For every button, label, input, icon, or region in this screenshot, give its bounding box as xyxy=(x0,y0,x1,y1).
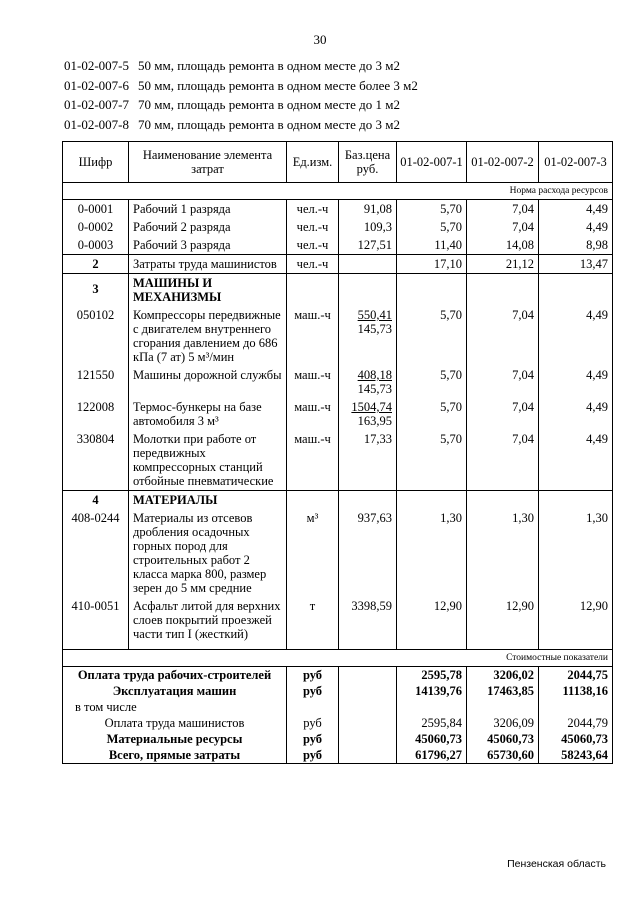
row-v2: 7,04 xyxy=(467,218,539,236)
resource-table xyxy=(62,141,613,764)
table-header-row xyxy=(63,142,613,183)
row-v3: 4,49 xyxy=(539,398,613,430)
row-price-main: 408,18 xyxy=(357,368,392,382)
row-name: Асфальт литой для верхних слоев покрытий проезжей части тип I (жесткий) xyxy=(129,597,287,643)
total-unit: руб xyxy=(287,683,339,699)
row-name: Термос-бункеры на базе автомобиля 3 м³ xyxy=(129,398,287,430)
heading-text: 50 мм, площадь ремонта в одном месте до 3 м2 xyxy=(138,58,400,73)
total-v3: 11138,16 xyxy=(539,683,613,699)
table-row xyxy=(63,398,613,430)
row-name: Машины дорожной службы xyxy=(129,366,287,398)
heading-code: 01-02-007-5 xyxy=(64,58,129,73)
row-price: 3398,59 xyxy=(339,597,397,643)
heading-line xyxy=(64,95,624,115)
total-unit: руб xyxy=(287,747,339,764)
total-name: Оплата труда рабочих-строителей xyxy=(63,667,287,684)
row-v1: 5,70 xyxy=(397,306,467,366)
row-unit: м³ xyxy=(287,509,339,597)
row-name: Молотки при работе от передвижных компрессорных станций отбойные пневматические xyxy=(129,430,287,491)
header-price: Баз.цена руб. xyxy=(339,142,397,183)
total-v1: 2595,78 xyxy=(397,667,467,684)
row-v1: 1,30 xyxy=(397,509,467,597)
heading-text: 70 мм, площадь ремонта в одном месте до 3 м2 xyxy=(138,116,400,132)
heading-text: 50 мм, площадь ремонта в одном месте более 3 м2 xyxy=(138,77,418,93)
table-row xyxy=(63,509,613,597)
row-v2: 7,04 xyxy=(467,306,539,366)
row-code: 121550 xyxy=(63,366,129,398)
table-row xyxy=(63,218,613,236)
row-v2: 7,04 xyxy=(467,200,539,219)
heading-code: 01-02-007-7 xyxy=(64,97,129,112)
row-code: 0-0003 xyxy=(63,236,129,255)
section-code: 2 xyxy=(63,255,129,274)
region-footer: Пензенская область xyxy=(507,858,606,870)
row-v2: 7,04 xyxy=(467,398,539,430)
total-v2: 65730,60 xyxy=(467,747,539,764)
row-price: 17,33 xyxy=(339,430,397,491)
row-price xyxy=(339,306,397,366)
row-code: 122008 xyxy=(63,398,129,430)
heading-line xyxy=(64,76,624,96)
row-price-main: 550,41 xyxy=(357,308,392,322)
row-v2: 14,08 xyxy=(467,236,539,255)
heading-lines xyxy=(64,56,624,134)
row-price-sub: 145,73 xyxy=(357,382,392,396)
total-v1: 2595,84 xyxy=(397,715,467,731)
row-price-main: 1504,74 xyxy=(351,400,392,414)
row-unit: т xyxy=(287,597,339,643)
section-v2: 21,12 xyxy=(467,255,539,274)
row-unit: чел.-ч xyxy=(287,218,339,236)
row-name: Компрессоры передвижные с двигателем внутреннего сгорания давлением до 686 кПа (7 ат) 5 м³/мин xyxy=(129,306,287,366)
header-code: Шифр xyxy=(63,142,129,183)
row-price: 91,08 xyxy=(339,200,397,219)
row-code: 0-0002 xyxy=(63,218,129,236)
section-name: Затраты труда машинистов xyxy=(129,255,287,274)
row-price: 109,3 xyxy=(339,218,397,236)
total-unit: руб xyxy=(287,667,339,684)
row-unit: чел.-ч xyxy=(287,200,339,219)
heading-line xyxy=(64,56,624,76)
total-v1: 61796,27 xyxy=(397,747,467,764)
total-v2: 3206,09 xyxy=(467,715,539,731)
row-code: 050102 xyxy=(63,306,129,366)
row-v3: 4,49 xyxy=(539,366,613,398)
row-v1: 12,90 xyxy=(397,597,467,643)
total-v3: 2044,75 xyxy=(539,667,613,684)
row-v1: 5,70 xyxy=(397,218,467,236)
table-row xyxy=(63,200,613,219)
row-unit: маш.-ч xyxy=(287,306,339,366)
row-unit: маш.-ч xyxy=(287,430,339,491)
row-name: Рабочий 2 разряда xyxy=(129,218,287,236)
row-v3: 12,90 xyxy=(539,597,613,643)
norm-caption-row xyxy=(63,183,613,200)
row-v2: 12,90 xyxy=(467,597,539,643)
header-name: Наименование элемента затрат xyxy=(129,142,287,183)
table-row xyxy=(63,236,613,255)
table-row xyxy=(63,306,613,366)
row-unit: маш.-ч xyxy=(287,366,339,398)
section-v3: 13,47 xyxy=(539,255,613,274)
row-v1: 5,70 xyxy=(397,366,467,398)
row-price xyxy=(339,398,397,430)
row-v3: 4,49 xyxy=(539,306,613,366)
total-name: Материальные ресурсы xyxy=(63,731,287,747)
row-v1: 5,70 xyxy=(397,430,467,491)
cost-caption-row xyxy=(63,650,613,667)
row-price xyxy=(339,366,397,398)
section-unit: чел.-ч xyxy=(287,255,339,274)
total-v1: 14139,76 xyxy=(397,683,467,699)
row-price: 127,51 xyxy=(339,236,397,255)
section-4-row xyxy=(63,491,613,510)
header-col7: 01-02-007-3 xyxy=(539,142,613,183)
row-code: 0-0001 xyxy=(63,200,129,219)
total-v2: 17463,85 xyxy=(467,683,539,699)
row-v3: 1,30 xyxy=(539,509,613,597)
total-name: Всего, прямые затраты xyxy=(63,747,287,764)
row-name: Материалы из отсевов дробления осадочных горных пород для строительных работ 2 класса марка 800, размер зерен до 5 мм средние xyxy=(129,509,287,597)
row-v3: 8,98 xyxy=(539,236,613,255)
heading-code: 01-02-007-6 xyxy=(64,77,129,93)
total-row xyxy=(63,699,613,715)
heading-code: 01-02-007-8 xyxy=(64,116,129,132)
header-col6: 01-02-007-2 xyxy=(467,142,539,183)
total-row xyxy=(63,747,613,764)
total-v3: 58243,64 xyxy=(539,747,613,764)
heading-text: 70 мм, площадь ремонта в одном месте до 1 м2 xyxy=(138,97,400,112)
section-v1: 17,10 xyxy=(397,255,467,274)
row-name: Рабочий 1 разряда xyxy=(129,200,287,219)
table-row xyxy=(63,366,613,398)
row-price-sub: 145,73 xyxy=(357,322,392,336)
row-v3: 4,49 xyxy=(539,200,613,219)
total-row xyxy=(63,683,613,699)
row-unit: маш.-ч xyxy=(287,398,339,430)
total-name: в том числе xyxy=(63,699,287,715)
cost-caption: Стоимостные показатели xyxy=(63,650,613,667)
total-v3: 2044,79 xyxy=(539,715,613,731)
page-number: 30 xyxy=(313,32,327,47)
total-v3: 45060,73 xyxy=(539,731,613,747)
total-row xyxy=(63,731,613,747)
row-v3: 4,49 xyxy=(539,218,613,236)
row-v2: 7,04 xyxy=(467,430,539,491)
row-code: 408-0244 xyxy=(63,509,129,597)
row-name: Рабочий 3 разряда xyxy=(129,236,287,255)
table-row xyxy=(63,430,613,491)
section-code: 4 xyxy=(63,491,129,510)
total-v2: 3206,02 xyxy=(467,667,539,684)
total-unit: руб xyxy=(287,731,339,747)
section-2-row xyxy=(63,255,613,274)
row-code: 330804 xyxy=(63,430,129,491)
row-code: 410-0051 xyxy=(63,597,129,643)
row-v1: 5,70 xyxy=(397,200,467,219)
header-unit: Ед.изм. xyxy=(287,142,339,183)
section-title: МАТЕРИАЛЫ xyxy=(129,491,287,510)
row-v2: 7,04 xyxy=(467,366,539,398)
total-v2: 45060,73 xyxy=(467,731,539,747)
header-col5: 01-02-007-1 xyxy=(397,142,467,183)
heading-line xyxy=(64,115,624,135)
section-3-row xyxy=(63,274,613,307)
row-price: 937,63 xyxy=(339,509,397,597)
total-unit: руб xyxy=(287,715,339,731)
row-price-sub: 163,95 xyxy=(357,414,392,428)
section-code: 3 xyxy=(63,274,129,307)
norm-caption: Норма расхода ресурсов xyxy=(63,183,613,200)
row-v1: 5,70 xyxy=(397,398,467,430)
total-row xyxy=(63,667,613,684)
row-v3: 4,49 xyxy=(539,430,613,491)
table-row xyxy=(63,597,613,643)
total-name: Оплата труда машинистов xyxy=(63,715,287,731)
row-v2: 1,30 xyxy=(467,509,539,597)
total-name: Эксплуатация машин xyxy=(63,683,287,699)
empty-cell xyxy=(339,255,397,274)
section-title: МАШИНЫ И МЕХАНИЗМЫ xyxy=(129,274,287,307)
row-unit: чел.-ч xyxy=(287,236,339,255)
total-row xyxy=(63,715,613,731)
total-v1: 45060,73 xyxy=(397,731,467,747)
row-v1: 11,40 xyxy=(397,236,467,255)
